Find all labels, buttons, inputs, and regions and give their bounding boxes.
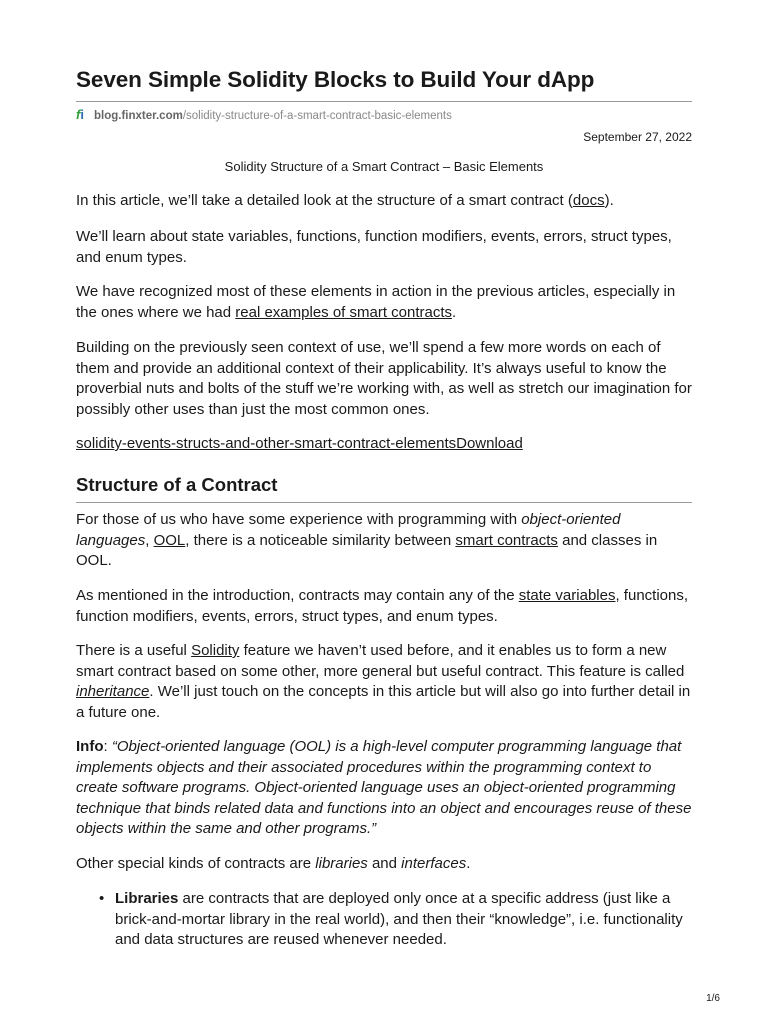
list-item: • Libraries are contracts that are deployed only once at a specific address (just like a brick-and-mortar library in the real world), and then their “knowledge”, i.e. functionality and data structures are reused whenever needed. xyxy=(99,890,683,948)
intro-paragraph-1: In this article, we’ll take a detailed look at the structure of a smart contract (docs). xyxy=(76,192,614,209)
source-path: /solidity-structure-of-a-smart-contract-basic-elements xyxy=(182,110,452,122)
smart-contracts-link[interactable]: smart contracts xyxy=(455,531,558,549)
real-examples-link[interactable]: real examples of smart contracts xyxy=(235,303,453,321)
section-paragraph-3: There is a useful Solidity feature we haven’t used before, and it enables us to form a new smart contract based on some other, more general but useful contract. This feature is called inheritance. We’ll just touch on the concepts in this article but will also go into further detail in a future one. xyxy=(76,642,691,721)
info-quote: “Object-oriented language (OOL) is a high-level computer programming language that implements objects and their associated procedures within the programming context to create software programs. Object-oriented language uses an object-oriented programming technique that binds related data and functions into an object and encourages reuse of these objects within the same and other programs.” xyxy=(76,738,692,837)
inheritance-link[interactable]: inheritance xyxy=(76,683,150,700)
intro-paragraph-4: Building on the previously seen context of use, we’ll spend a few more words on each of them and provide an additional context of their applicability. It’s always useful to know the proverbial nuts and bolts of the stuff we’re working with, as well as stretch our imagination for possibly other uses than just the most common ones. xyxy=(76,339,692,418)
section-paragraph-2: As mentioned in the introduction, contracts may contain any of the state variables, functions, function modifiers, events, errors, struct types, and enum types. xyxy=(76,587,689,625)
section-divider xyxy=(76,502,692,503)
intro-paragraph-3: We have recognized most of these elements in action in the previous articles, especially in the ones where we had real examples of smart contracts. xyxy=(76,283,676,321)
ool-link[interactable]: OOL xyxy=(153,531,186,549)
image-caption: Solidity Structure of a Smart Contract – Basic Elements xyxy=(224,159,544,174)
section-paragraph-5: Other special kinds of contracts are libraries and interfaces. xyxy=(76,855,471,872)
section-paragraph-1: For those of us who have some experience with programming with object-oriented languages, OOL, there is a noticeable similarity between smart contracts and classes in OOL. xyxy=(76,511,658,569)
title-divider xyxy=(76,101,692,102)
page-number: 1/6 xyxy=(706,993,720,1004)
docs-link[interactable]: docs xyxy=(572,192,605,209)
info-paragraph: Info: “Object-oriented language (OOL) is a high-level computer programming language that implements objects and their associated procedures within the programming context to create software programs. Object-oriented language uses an object-oriented programming technique that binds related data and functions into an object and encourages reuse of these objects within the same and other programs.” xyxy=(76,738,692,837)
source-url[interactable] xyxy=(76,107,452,122)
finxter-logo-icon: fi xyxy=(76,107,84,122)
state-variables-link[interactable]: state variables xyxy=(518,587,616,604)
page-title: Seven Simple Solidity Blocks to Build Your dApp xyxy=(76,67,595,92)
download-paragraph xyxy=(76,434,692,455)
info-label: Info xyxy=(76,738,104,755)
solidity-link[interactable]: Solidity xyxy=(191,642,240,659)
source-host: blog.finxter.com xyxy=(94,110,183,122)
download-link[interactable]: solidity-events-structs-and-other-smart-contract-elementsDownload xyxy=(76,435,523,452)
section-heading: Structure of a Contract xyxy=(76,474,278,495)
contract-types-list xyxy=(76,889,692,951)
intro-paragraph-2: We’ll learn about state variables, functions, function modifiers, events, errors, struct types, and enum types. xyxy=(76,228,672,266)
publish-date: September 27, 2022 xyxy=(583,130,692,144)
bullet-icon: • xyxy=(99,890,105,907)
